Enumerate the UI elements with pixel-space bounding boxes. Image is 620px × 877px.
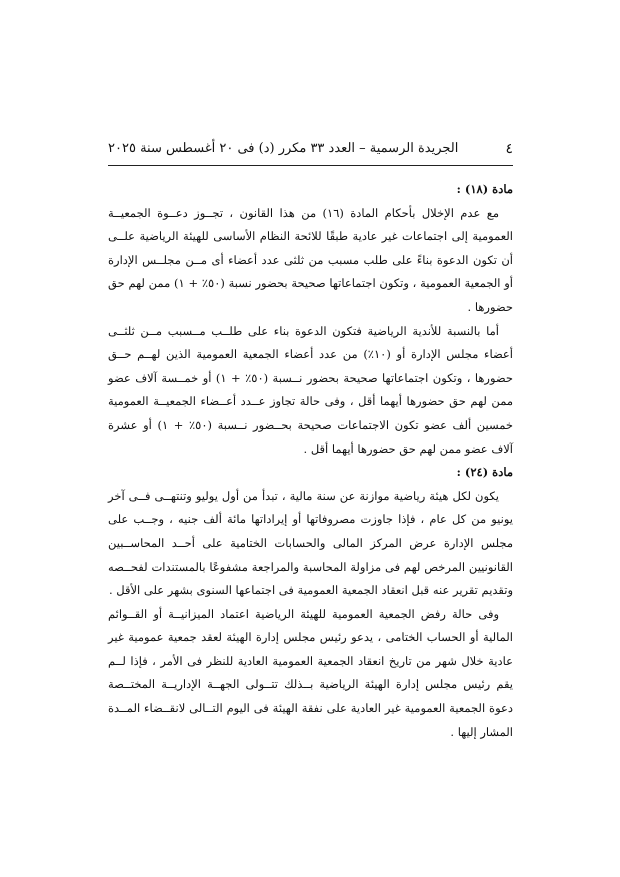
page-header (108, 141, 513, 163)
article-18-heading: مادة (١٨) : (456, 182, 513, 196)
gazette-header-title: الجريدة الرسمية – العدد ٣٣ مكرر (د) فى ٢٠ أغسطس سنة ٢٠٢٥ (108, 141, 459, 156)
article-18-paragraph-1: مع عدم الإخلال بأحكام المادة (١٦) من هذا القانون ، تجــوز دعــوة الجمعيــة العمومية إلى اجتماعات غير عادية طبقًا للائحة النظام الأساسى للهيئة الرياضية علــى أن تكون الدعوة بناءً على طلب مسبب من ثلثى عدد أعضاء أى مــن مجلــس الإدارة أو الجمعية العمومية ، وتكون اجتماعاتها صحيحة بحضور نسبة (٥٠٪ + ١) ممن لهم حق حضورها . (108, 205, 514, 314)
article-18-paragraph-2: أما بالنسبة للأندية الرياضية فتكون الدعوة بناء على طلــب مــسبب مــن ثلثــى أعضاء مجلس الإدارة أو (١٠٪) من عدد أعضاء الجمعية العمومية الذين لهــم حــق حضورها ، وتكون اجتماعاتها صحيحة بحضور نــسبة (٥٠٪ + ١) أو خمــسة آلاف عضو ممن لهم حق حضورها أيهما أقل ، وفى حالة تجاوز عــدد أعــضاء الجمعيــة العمومية خمسين ألف عضو تكون الاجتماعات صحيحة بحــضور نــسبة (٥٠٪ + ١) أو عشرة آلاف عضو ممن لهم حق حضورها أيهما أقل . (108, 323, 514, 456)
article-24-heading: مادة (٢٤) : (456, 465, 513, 480)
document-body (108, 178, 513, 744)
header-divider (108, 165, 513, 166)
article-24-paragraph-2: وفى حالة رفض الجمعية العمومية للهيئة الرياضية اعتماد الميزانيــة أو القــوائم المالية أو الحساب الختامى ، يدعو رئيس مجلس إدارة الهيئة لعقد جمعية عمومية غير عادية خلال شهر من تاريخ انعقاد الجمعية العمومية العادية للنظر فى الأمر ، فإذا لــم يقم رئيس مجلس إدارة الهيئة الرياضية بــذلك تتــولى الجهــة الإداريــة المختــصة دعوة الجمعية العمومية غير العادية على نفقة الهيئة فى اليوم التــالى لانقــضاء المــدة المشار إليها . (108, 606, 513, 739)
article-24-paragraph-1: يكون لكل هيئة رياضية موازنة عن سنة مالية ، تبدأ من أول يوليو وتنتهــى فــى آخر يونيو من كل عام ، فإذا جاوزت مصروفاتها أو إيراداتها مائة ألف جنيه ، وجــب على مجلس الإدارة عرض المركز المالى والحسابات الختامية على أحــد المحاســبين القانونيين المرخص لهم فى مزاولة المحاسبة والمراجعة مشفوعًا بالمستندات لفحــصه وتقديم تقرير عنه قبل انعقاد الجمعية العمومية فى اجتماعها السنوى بشهر على الأقل . (108, 488, 513, 598)
page-number: ٤ (505, 141, 513, 157)
